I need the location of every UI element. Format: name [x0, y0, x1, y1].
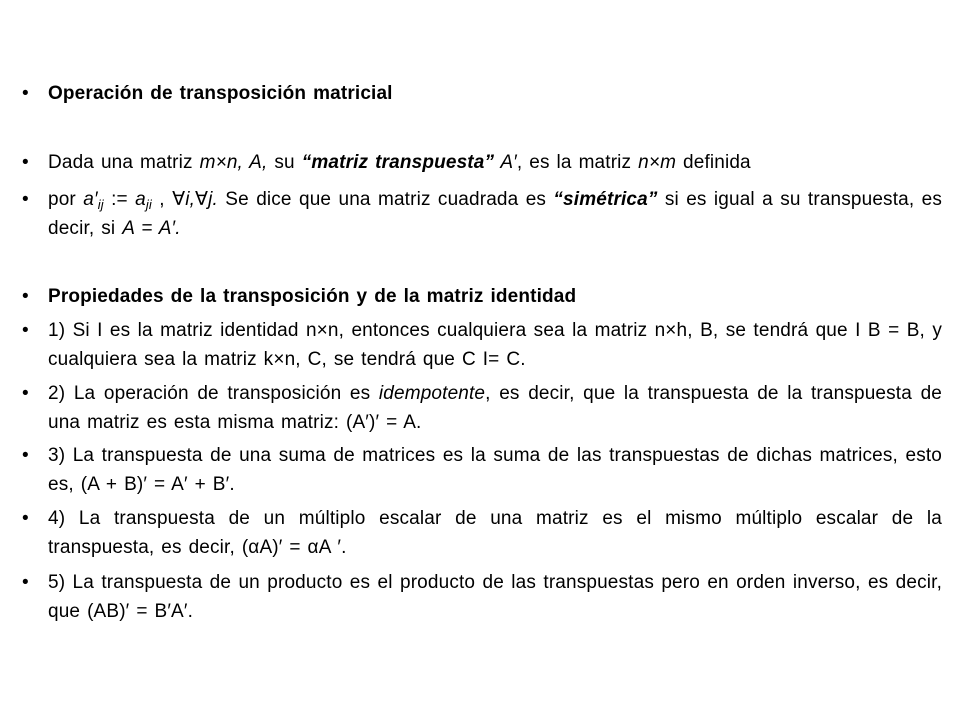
- text-run: , es la matriz: [516, 152, 639, 173]
- list-item-property-2: [22, 379, 942, 437]
- list-item-heading-transposition: [22, 79, 942, 108]
- math-run: A′: [494, 152, 517, 173]
- heading-properties: Propiedades de la transposición y de la matriz identidad: [48, 286, 577, 307]
- bullet-icon: •: [22, 572, 29, 593]
- property-1: 1) Si I es la matriz identidad n×n, entonces cualquiera sea la matriz n×h, B, se tendrá que I B = B, y cualquiera sea la matriz k×n, C, se tendrá que C I= C.: [48, 320, 942, 370]
- bullet-icon: •: [22, 189, 29, 210]
- list-item-definition-line1: [22, 148, 942, 177]
- heading-transposition: Operación de transposición matricial: [48, 83, 393, 104]
- property-5: 5) La transpuesta de un producto es el producto de las transpuestas pero en orden inverso, es decir, que (AB)′ = B′A′.: [48, 572, 942, 622]
- definition-symmetric: [48, 185, 942, 243]
- text-run: por: [48, 189, 84, 210]
- text-run: definida: [676, 152, 751, 173]
- term-transpose: “matriz transpuesta”: [301, 152, 495, 173]
- math-subscript: ij: [97, 197, 104, 212]
- bullet-icon: •: [22, 383, 29, 404]
- text-run: ,: [151, 189, 173, 210]
- bullet-icon: •: [22, 83, 29, 104]
- math-run: ∀i,∀j.: [172, 189, 218, 210]
- text-run: Dada una matriz: [48, 152, 200, 173]
- definition-line1: [48, 148, 942, 177]
- list-item-property-1: [22, 316, 942, 374]
- math-run: a′: [83, 189, 98, 210]
- bullet-icon: •: [22, 445, 29, 466]
- list-item-heading-properties: [22, 282, 942, 311]
- math-subscript: ji: [145, 197, 152, 212]
- list-item-definition-line2: [22, 185, 942, 243]
- bullet-icon: •: [22, 152, 29, 173]
- property-3: 3) La transpuesta de una suma de matrices es la suma de las transpuestas de dichas matrices, esto es, (A + B)′ = A′ + B′.: [48, 445, 942, 495]
- bullet-icon: •: [22, 320, 29, 341]
- text-run: , es decir, que la transpuesta de la transpuesta de una matriz es esta misma matriz: (A′)′ = A.: [48, 383, 942, 433]
- list-item-property-5: [22, 568, 942, 626]
- text-run: su: [267, 152, 302, 173]
- property-4: 4) La transpuesta de un múltiplo escalar de una matriz es el mismo múltiplo escalar de la transpuesta, es decir, (αA)′ = αA ′.: [48, 508, 942, 558]
- bullet-icon: •: [22, 286, 29, 307]
- math-run: m×n, A,: [199, 152, 268, 173]
- bullet-icon: •: [22, 508, 29, 529]
- text-run: :=: [103, 189, 136, 210]
- property-2: [48, 379, 942, 437]
- list-item-property-4: [22, 504, 942, 562]
- math-run: n×m: [638, 152, 677, 173]
- math-run: A = A′.: [122, 218, 181, 239]
- list-item-property-3: [22, 441, 942, 499]
- text-run: 2) La operación de transposición es: [48, 383, 379, 404]
- text-run: Se dice que una matriz cuadrada es: [217, 189, 554, 210]
- term-symmetric: “simétrica”: [553, 189, 658, 210]
- math-run: a: [135, 189, 146, 210]
- term-idempotent: idempotente: [378, 383, 486, 404]
- text-run: si es igual a su transpuesta, es decir, si: [48, 189, 942, 239]
